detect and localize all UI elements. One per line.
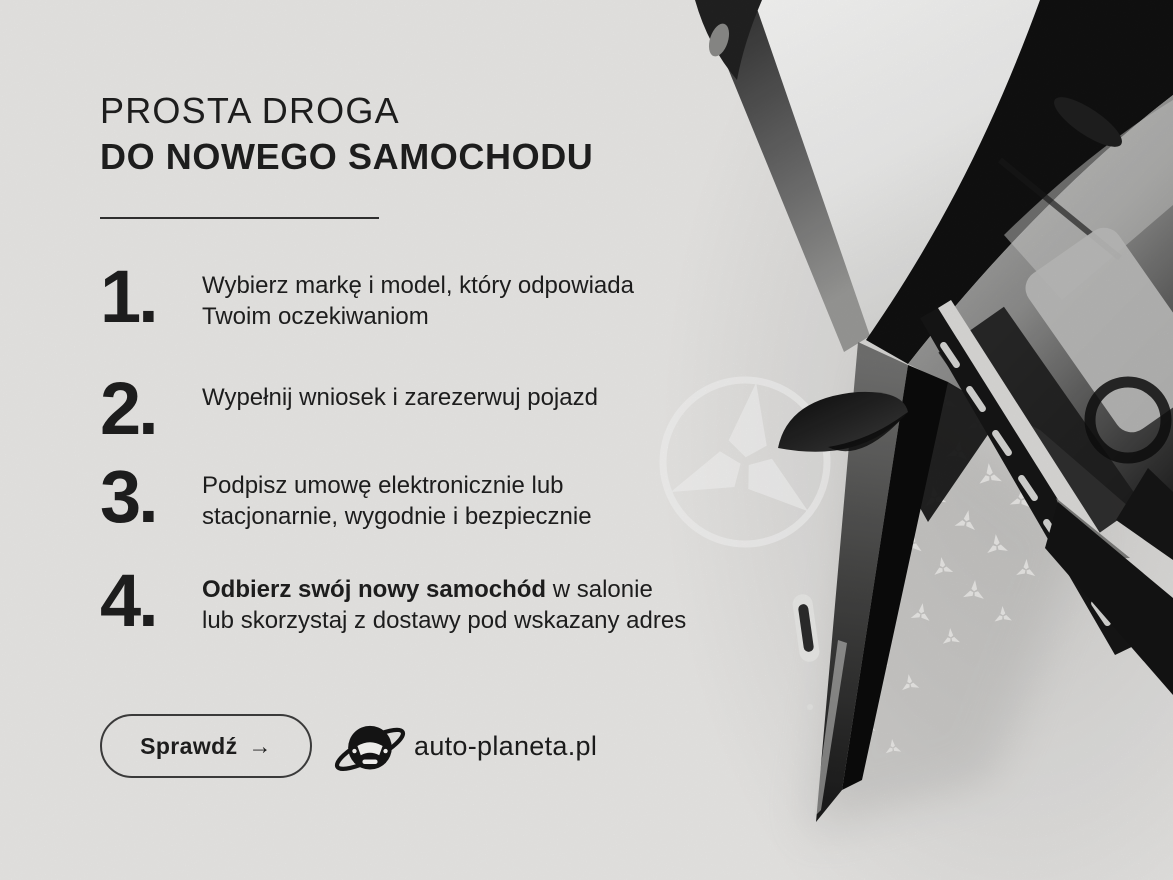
step-1: [100, 255, 634, 338]
headline-line2: DO NOWEGO SAMOCHODU: [100, 136, 594, 177]
step-4-text: [202, 570, 686, 636]
planet-car-icon: [328, 708, 412, 784]
step-2-line1: Wypełnij wniosek i zarezerwuj pojazd: [202, 384, 598, 411]
brand-logo-text: auto-planeta.pl: [414, 730, 598, 761]
step-4-number: 4.: [100, 559, 156, 642]
step-1-text: [202, 266, 634, 332]
step-4: [100, 559, 687, 642]
step-2: [100, 367, 598, 450]
divider-line: [100, 217, 379, 219]
brand-logo: [328, 708, 597, 784]
step-3-text: [202, 466, 592, 532]
headline-line1: PROSTA DROGA: [100, 90, 400, 131]
step-4-line1-bold: Odbierz swój nowy samochód: [202, 576, 547, 603]
step-4-line2: lub skorzystaj z dostawy pod wskazany adres: [202, 607, 687, 634]
step-3: [100, 455, 592, 538]
step-3-line2: stacjonarnie, wygodnie i bezpiecznie: [202, 503, 592, 530]
step-3-number: 3.: [100, 455, 156, 538]
step-4-line1: [202, 574, 686, 605]
step-1-line2: Twoim oczekiwaniom: [202, 303, 429, 330]
step-2-number: 2.: [100, 367, 156, 450]
check-button-label: Sprawdź: [140, 732, 238, 759]
step-4-line1-rest: w salonie: [546, 576, 653, 603]
step-2-text: [202, 378, 598, 440]
check-button[interactable]: [100, 714, 312, 778]
step-3-line1: Podpisz umowę elektronicznie lub: [202, 472, 564, 499]
step-1-line1: Wybierz markę i model, który odpowiada: [202, 272, 634, 299]
arrow-right-icon: →: [248, 732, 272, 759]
step-1-number: 1.: [100, 255, 156, 338]
